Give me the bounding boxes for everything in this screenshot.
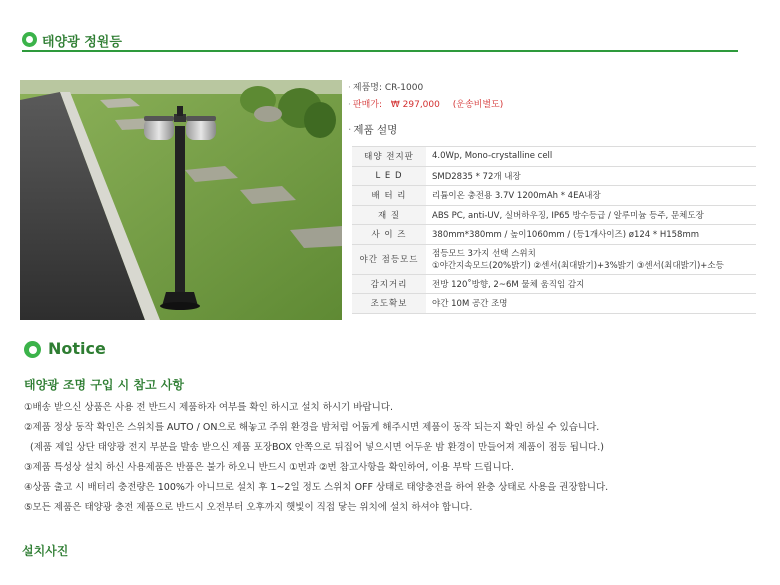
notice-title: Notice: [48, 339, 106, 358]
product-price: · 판매가: ₩ 297,000 (운송비별도): [348, 100, 504, 110]
table-row: [352, 186, 756, 206]
table-row: [352, 294, 756, 314]
table-row: [352, 274, 756, 294]
notice-list: [24, 398, 764, 518]
spec-value: 야간 10M 공간 조명: [426, 294, 756, 314]
notice-subtitle: 태양광 조명 구입 시 참고 사항: [24, 378, 184, 392]
list-item: ⑤모든 제품은 태양광 충전 제품으로 반드시 오전부터 오후까지 햇빛이 직접 닿는 위치에 설치 하셔야 합니다.: [24, 502, 473, 513]
spec-value-line: ①야간지속모드(20%밝기) ②센서(최대밝기)+3%밝기 ③센서(최대밝기)+소등: [432, 261, 724, 271]
spec-value: 전방 120˚방향, 2~6M 물체 움직임 감지: [426, 274, 756, 294]
spec-value: [426, 244, 756, 274]
notice-header: [22, 338, 738, 362]
list-item: ④상품 출고 시 배터리 충전량은 100%가 아니므로 설치 후 1~2일 정도 스위치 OFF 상태로 태양충전을 하여 완충 상태로 사용을 권장합니다.: [24, 482, 609, 493]
table-row: [352, 147, 756, 167]
spec-key: 재 질: [352, 205, 426, 225]
table-row: [352, 205, 756, 225]
spec-key: 배 터 리: [352, 186, 426, 206]
green-circle-icon: [22, 32, 37, 47]
section-title: 태양광 정원등: [42, 35, 122, 50]
spec-value-line: 점등모드 3가지 선택 스위치: [432, 249, 536, 259]
price-label: 판매가:: [352, 100, 382, 110]
list-item: (제품 제일 상단 태양광 전지 부분을 발송 받으신 제품 포장BOX 안쪽으로 뒤집어 넣으시면 어두운 밤 환경이 만들어져 제품이 점등 됩니다.): [24, 442, 604, 453]
spec-key: 조도확보: [352, 294, 426, 314]
price-value: ₩ 297,000: [390, 100, 440, 110]
table-row: [352, 225, 756, 245]
list-item: ①배송 받으신 상품은 사용 전 반드시 제품하자 여부를 확인 하시고 설치 하시기 바랍니다.: [24, 402, 393, 413]
table-row: [352, 244, 756, 274]
spec-value: 4.0Wp, Mono-crystalline cell: [426, 147, 756, 167]
spec-key: 야간 점등모드: [352, 244, 426, 274]
spec-value: ABS PC, anti-UV, 실버하우징, IP65 방수등급 / 알루미늄 등주, 문체도장: [426, 205, 756, 225]
list-item: ②제품 정상 동작 확인은 스위치를 AUTO / ON으로 해놓고 주위 환경을 밤처럼 어둡게 해주시면 제품이 동작 되는지 확인 하실 수 있습니다.: [24, 422, 600, 433]
spec-key: 사 이 즈: [352, 225, 426, 245]
spec-key: 감지거리: [352, 274, 426, 294]
spec-value: SMD2835 * 72개 내장: [426, 166, 756, 186]
green-circle-icon: [24, 341, 41, 358]
spec-key: 태양 전지판: [352, 147, 426, 167]
install-photo-title: 설치사진: [22, 544, 69, 558]
spec-value: 리튬이온 충전용 3.7V 1200mAh * 4EA내장: [426, 186, 756, 206]
spec-key: L E D: [352, 166, 426, 186]
description-title: · 제품 설명: [348, 124, 398, 136]
table-row: [352, 166, 756, 186]
product-photo: [20, 80, 342, 320]
list-item: ③제품 특성상 설치 하신 사용제품은 반품은 불가 하오니 반드시 ①번과 ②번 참고사항을 확인하여, 이용 부탁 드립니다.: [24, 462, 514, 473]
section-header: [22, 30, 738, 52]
product-name: · 제품명: CR-1000: [348, 83, 424, 93]
spec-value: 380mm*380mm / 높이1060mm / (등1개사이즈) ø124 * H158mm: [426, 225, 756, 245]
spec-table: [352, 146, 756, 314]
shipping-note: (운송비별도): [452, 100, 504, 110]
